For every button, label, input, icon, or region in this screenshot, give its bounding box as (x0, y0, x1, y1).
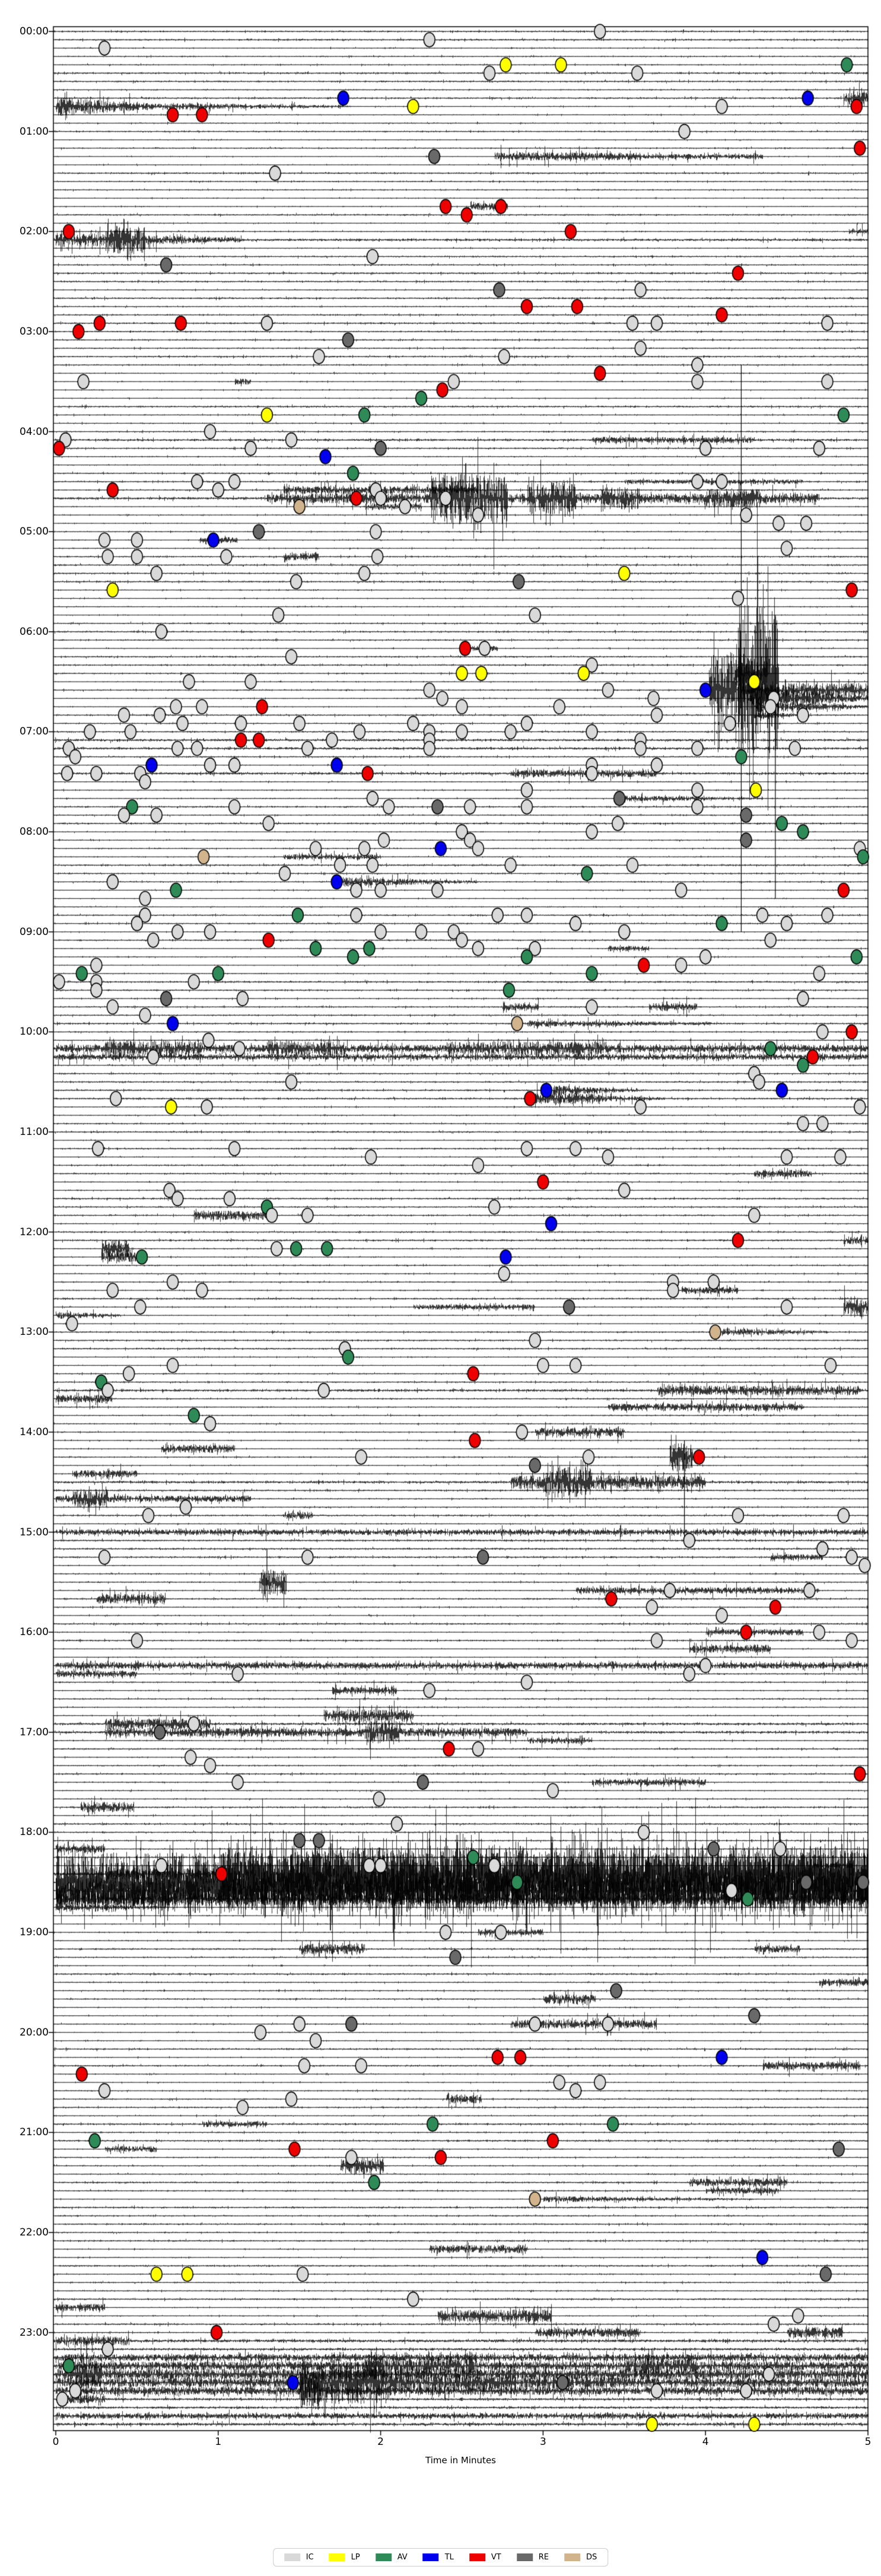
hour-label: 23:00 (20, 2326, 49, 2339)
hour-label: 05:00 (20, 526, 49, 538)
hour-label: 09:00 (20, 926, 49, 938)
x-axis-label: Time in Minutes (425, 2455, 496, 2466)
legend-item-re (517, 2553, 549, 2562)
legend-swatch-vt (469, 2553, 485, 2561)
legend-item-ds (564, 2553, 597, 2562)
hour-label: 15:00 (20, 1526, 49, 1538)
legend-label: LP (351, 2553, 360, 2562)
hour-label: 14:00 (20, 1426, 49, 1438)
legend-item-av (376, 2553, 408, 2562)
legend-item-tl (423, 2553, 454, 2562)
x-tick-label: 4 (702, 2436, 709, 2448)
x-tick-label: 1 (215, 2436, 222, 2448)
hour-label: 16:00 (20, 1626, 49, 1639)
hour-label: 13:00 (20, 1326, 49, 1338)
hour-label: 12:00 (20, 1226, 49, 1238)
legend-item-vt (469, 2553, 501, 2562)
hour-label: 00:00 (20, 26, 49, 37)
hour-label: 18:00 (20, 1826, 49, 1839)
classification-legend (273, 2548, 609, 2567)
x-tick-label: 0 (52, 2436, 59, 2448)
hour-label: 20:00 (20, 2026, 49, 2038)
hour-label: 06:00 (20, 625, 49, 638)
hour-label: 11:00 (20, 1125, 49, 1138)
x-tick-label: 2 (377, 2436, 384, 2448)
legend-swatch-tl (423, 2553, 439, 2561)
hour-label: 17:00 (20, 1726, 49, 1738)
hour-label: 03:00 (20, 325, 49, 338)
hour-label: 01:00 (20, 125, 49, 138)
legend-swatch-ic (284, 2553, 300, 2561)
legend-item-ic (284, 2553, 314, 2562)
hour-label: 04:00 (20, 425, 49, 438)
legend-label: TL (444, 2553, 454, 2562)
legend-label: DS (586, 2553, 597, 2562)
x-tick-label: 5 (864, 2436, 872, 2448)
legend-label: AV (397, 2553, 408, 2562)
legend-item-lp (329, 2553, 360, 2562)
x-tick-label: 3 (539, 2436, 546, 2448)
hour-label: 07:00 (20, 726, 49, 738)
legend-label: VT (491, 2553, 501, 2562)
hour-label: 21:00 (20, 2126, 49, 2139)
legend-swatch-ds (564, 2553, 580, 2561)
legend-swatch-av (376, 2553, 392, 2561)
hour-label: 10:00 (20, 1026, 49, 1038)
legend-swatch-re (517, 2553, 533, 2561)
hour-label: 22:00 (20, 2226, 49, 2238)
hour-label: 08:00 (20, 826, 49, 838)
hour-label: 19:00 (20, 1926, 49, 1939)
legend-label: RE (538, 2553, 549, 2562)
legend-swatch-lp (329, 2553, 345, 2561)
hour-label: 02:00 (20, 225, 49, 238)
legend-label: IC (306, 2553, 314, 2562)
